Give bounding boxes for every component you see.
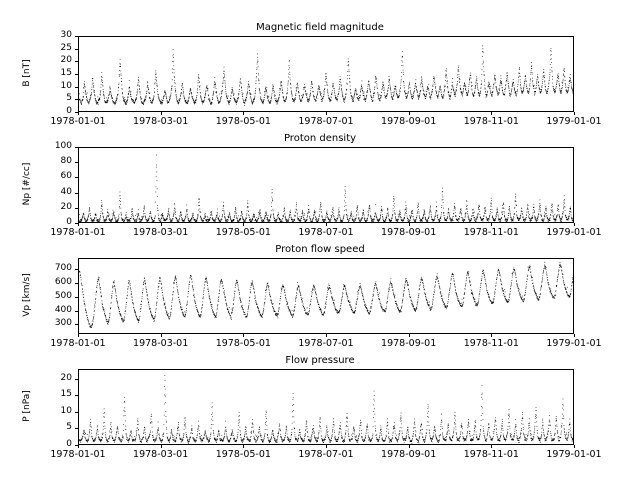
- y-tick-mark: [75, 74, 78, 75]
- data-points-layer: [79, 37, 574, 112]
- x-tick-label: 1978-03-01: [133, 449, 189, 460]
- x-tick-label: 1978-11-01: [463, 227, 519, 238]
- x-tick-label: 1978-01-01: [50, 338, 106, 349]
- y-tick-label: 600: [54, 276, 72, 287]
- x-tick-mark: [326, 334, 327, 337]
- y-tick-mark: [75, 283, 78, 284]
- y-axis-label: Vp [km/s]: [22, 273, 32, 317]
- y-tick-label: 10: [60, 80, 72, 91]
- y-tick-label: 60: [60, 171, 72, 182]
- x-tick-label: 1978-09-01: [381, 449, 437, 460]
- y-tick-label: 5: [66, 422, 72, 433]
- x-tick-mark: [409, 112, 410, 115]
- x-tick-mark: [491, 445, 492, 448]
- y-tick-mark: [75, 177, 78, 178]
- plot-area: [78, 147, 574, 223]
- y-tick-label: 100: [54, 141, 72, 151]
- x-tick-mark: [161, 223, 162, 226]
- y-tick-mark: [75, 147, 78, 148]
- x-tick-label: 1978-01-01: [50, 227, 106, 238]
- x-tick-label: 1978-05-01: [215, 116, 271, 127]
- x-tick-mark: [326, 223, 327, 226]
- x-tick-mark: [491, 112, 492, 115]
- x-tick-mark: [78, 445, 79, 448]
- panel-title: Proton density: [283, 133, 357, 144]
- y-tick-label: 25: [60, 42, 72, 53]
- plot-area: [78, 36, 574, 112]
- y-tick-mark: [75, 311, 78, 312]
- x-tick-mark: [574, 112, 575, 115]
- x-tick-label: 1978-09-01: [381, 116, 437, 127]
- y-tick-mark: [75, 99, 78, 100]
- x-tick-mark: [409, 445, 410, 448]
- y-tick-mark: [75, 297, 78, 298]
- x-tick-label: 1978-11-01: [463, 338, 519, 349]
- y-tick-label: 20: [60, 55, 72, 66]
- y-tick-mark: [75, 193, 78, 194]
- x-tick-mark: [243, 445, 244, 448]
- y-tick-mark: [75, 61, 78, 62]
- x-tick-mark: [78, 112, 79, 115]
- x-tick-mark: [161, 334, 162, 337]
- x-tick-mark: [78, 223, 79, 226]
- y-tick-mark: [75, 36, 78, 37]
- panel-title: Flow pressure: [285, 355, 355, 366]
- y-tick-mark: [75, 112, 78, 113]
- y-tick-label: 0: [66, 439, 72, 449]
- x-tick-mark: [491, 223, 492, 226]
- y-tick-label: 400: [54, 304, 72, 315]
- y-tick-label: 30: [60, 30, 72, 40]
- x-tick-label: 1979-01-01: [546, 449, 602, 460]
- x-tick-mark: [243, 112, 244, 115]
- plot-area: [78, 369, 574, 445]
- y-tick-mark: [75, 269, 78, 270]
- x-tick-label: 1978-07-01: [298, 449, 354, 460]
- y-tick-label: 5: [66, 93, 72, 104]
- y-tick-label: 10: [60, 405, 72, 416]
- x-tick-label: 1978-03-01: [133, 338, 189, 349]
- y-tick-mark: [75, 223, 78, 224]
- y-tick-mark: [75, 412, 78, 413]
- y-tick-mark: [75, 379, 78, 380]
- x-tick-label: 1978-05-01: [215, 338, 271, 349]
- y-tick-label: 0: [66, 106, 72, 116]
- y-axis-label: P [nPa]: [22, 390, 32, 422]
- y-tick-label: 0: [66, 217, 72, 227]
- y-tick-mark: [75, 445, 78, 446]
- x-tick-mark: [161, 445, 162, 448]
- panel-title: Magnetic field magnitude: [256, 22, 384, 33]
- x-tick-label: 1978-09-01: [381, 227, 437, 238]
- y-tick-mark: [75, 428, 78, 429]
- y-axis-label: Np [#/cc]: [22, 162, 32, 206]
- x-tick-label: 1978-07-01: [298, 227, 354, 238]
- x-tick-mark: [574, 223, 575, 226]
- x-tick-mark: [491, 334, 492, 337]
- x-tick-label: 1979-01-01: [546, 227, 602, 238]
- y-tick-mark: [75, 395, 78, 396]
- y-tick-label: 700: [54, 263, 72, 274]
- x-tick-label: 1978-11-01: [463, 449, 519, 460]
- x-tick-mark: [78, 334, 79, 337]
- x-tick-label: 1979-01-01: [546, 338, 602, 349]
- x-tick-mark: [326, 112, 327, 115]
- y-tick-label: 500: [54, 290, 72, 301]
- x-tick-mark: [409, 334, 410, 337]
- x-tick-label: 1978-01-01: [50, 116, 106, 127]
- x-tick-label: 1978-11-01: [463, 116, 519, 127]
- x-tick-label: 1978-07-01: [298, 338, 354, 349]
- y-tick-mark: [75, 162, 78, 163]
- y-tick-label: 15: [60, 389, 72, 400]
- x-tick-mark: [409, 223, 410, 226]
- x-tick-label: 1978-01-01: [50, 449, 106, 460]
- y-tick-label: 15: [60, 68, 72, 78]
- x-tick-mark: [326, 445, 327, 448]
- x-tick-mark: [243, 223, 244, 226]
- data-points-layer: [79, 259, 574, 334]
- y-tick-label: 40: [60, 186, 72, 197]
- y-tick-mark: [75, 87, 78, 88]
- y-tick-label: 20: [60, 372, 72, 383]
- x-tick-mark: [574, 445, 575, 448]
- panel-title: Proton flow speed: [275, 244, 365, 255]
- y-tick-mark: [75, 49, 78, 50]
- x-tick-label: 1978-03-01: [133, 116, 189, 127]
- x-tick-mark: [161, 112, 162, 115]
- x-tick-label: 1978-03-01: [133, 227, 189, 238]
- x-tick-label: 1978-05-01: [215, 227, 271, 238]
- x-tick-mark: [243, 334, 244, 337]
- y-tick-label: 20: [60, 201, 72, 212]
- y-tick-label: 300: [54, 318, 72, 329]
- x-tick-label: 1978-09-01: [381, 338, 437, 349]
- x-tick-mark: [574, 334, 575, 337]
- x-tick-label: 1978-07-01: [298, 116, 354, 127]
- x-tick-label: 1978-05-01: [215, 449, 271, 460]
- y-tick-mark: [75, 324, 78, 325]
- y-axis-label: B [nT]: [22, 59, 32, 87]
- data-points-layer: [79, 148, 574, 223]
- x-tick-label: 1979-01-01: [546, 116, 602, 127]
- plot-area: [78, 258, 574, 334]
- y-tick-mark: [75, 208, 78, 209]
- data-points-layer: [79, 370, 574, 445]
- y-tick-label: 80: [60, 156, 72, 167]
